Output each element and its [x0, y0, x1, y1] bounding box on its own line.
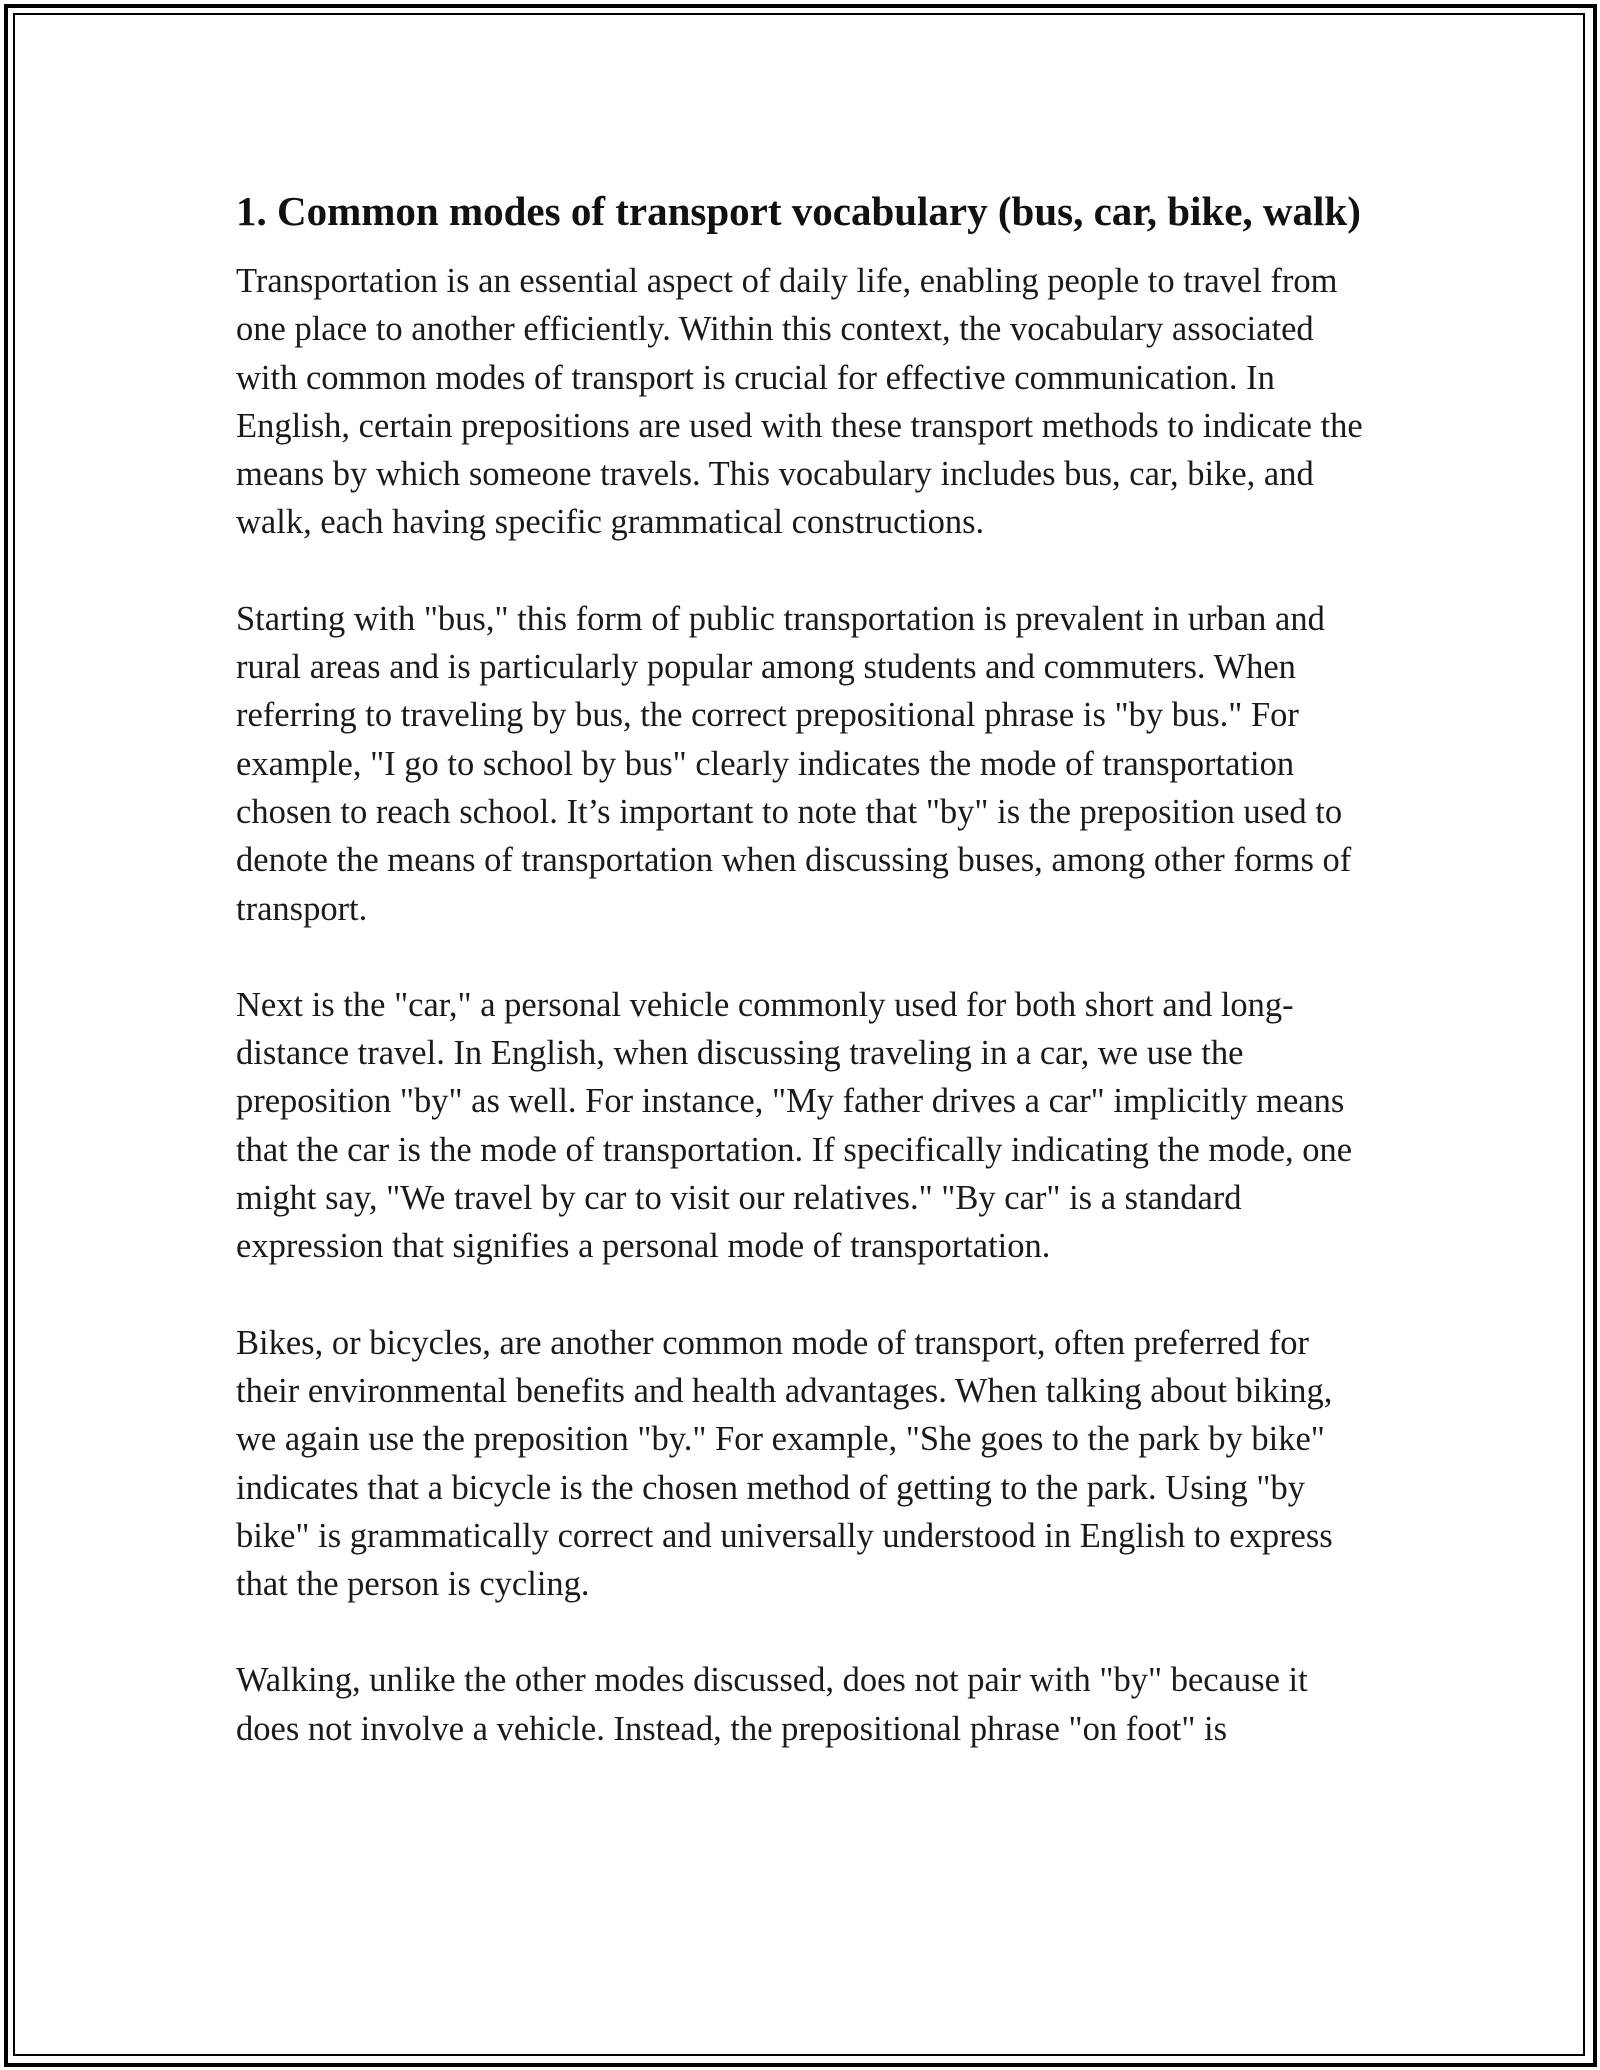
- paragraph-intro: Transportation is an essential aspect of daily life, enabling people to travel from one place to another efficiently. Within this context, the vocabulary associated with common modes of transport is crucial for effective communication. In English, certain prepositions are used with these transport methods to indicate the means by which someone travels. This vocabulary includes bus, car, bike, and walk, each having specific grammatical constructions.: [236, 262, 1363, 542]
- paragraph-bus: Starting with "bus," this form of public transportation is prevalent in urban and rural areas and is particularly popular among students and commuters. When referring to traveling by bus, the correct prepositional phrase is "by bus." For example, "I go to school by bus" clearly indicates the mode of transportation chosen to reach school. It’s important to note that "by" is the preposition used to denote the means of transportation when discussing buses, among other forms of transport.: [236, 599, 1352, 928]
- document-body: [236, 184, 1376, 1753]
- section-heading: 1. Common modes of transport vocabulary (bus, car, bike, walk): [236, 188, 1361, 234]
- paragraph-walk: Walking, unlike the other modes discussed, does not pair with "by" because it does not involve a vehicle. Instead, the prepositional phrase "on foot" is: [236, 1661, 1308, 1748]
- paragraph-bike: Bikes, or bicycles, are another common mode of transport, often preferred for their environmental benefits and health advantages. When talking about biking, we again use the preposition "by." For example, "She goes to the park by bike" indicates that a bicycle is the chosen method of getting to the park. Using "by bike" is grammatically correct and universally understood in English to express that the person is cycling.: [236, 1323, 1333, 1604]
- paragraph-car: Next is the "car," a personal vehicle commonly used for both short and long-distance travel. In English, when discussing traveling in a car, we use the preposition "by" as well. For instance, "My father drives a car" implicitly means that the car is the mode of transportation. If specifically indicating the mode, one might say, "We travel by car to visit our relatives." "By car" is a standard expression that signifies a personal mode of transportation.: [236, 985, 1353, 1266]
